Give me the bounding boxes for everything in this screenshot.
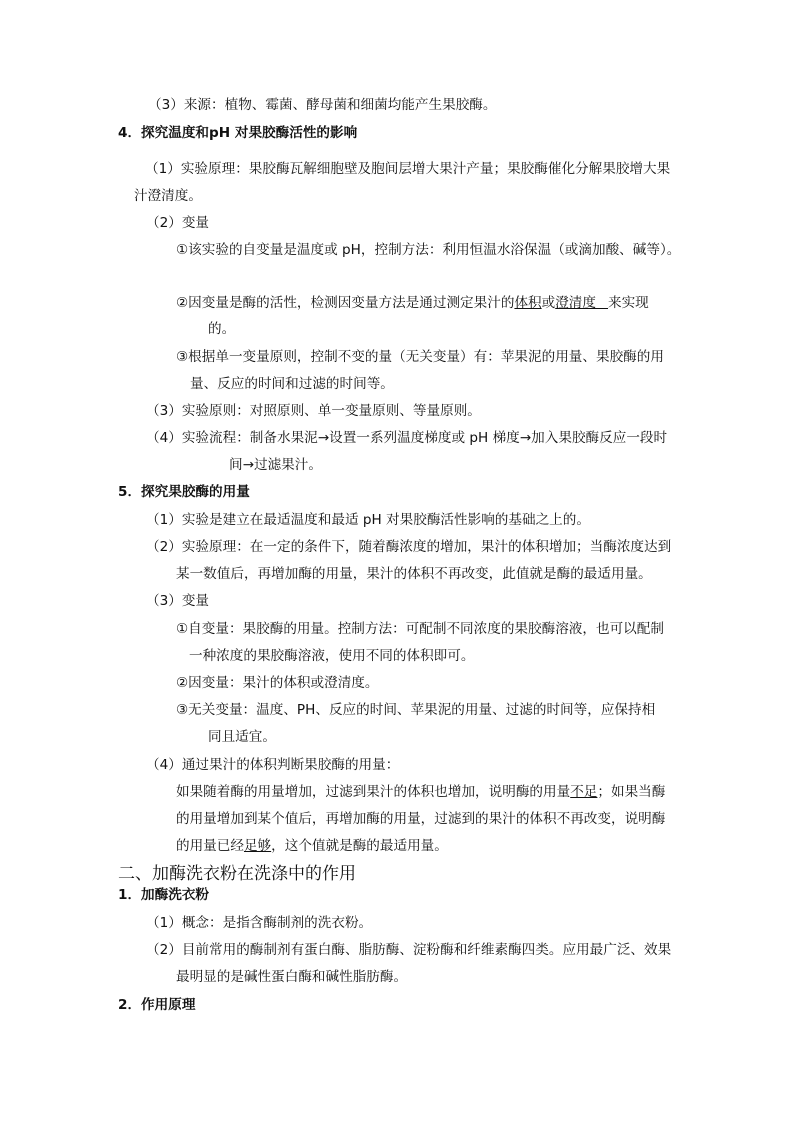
text-line: （1）概念：是指含酶制剂的洗衣粉。 (146, 915, 373, 931)
section-heading: 4．探究温度和pH 对果胶酶活性的影响 (118, 125, 358, 141)
text-span: ②因变量是酶的活性，检测因变量方法是通过测定果汁的 (176, 295, 515, 311)
part-heading: 二、加酶洗衣粉在洗涤中的作用 (118, 864, 356, 884)
underlined-term: 不足 (570, 784, 598, 800)
text-line: 汁澄清度。 (134, 188, 202, 204)
text-line: 量、反应的时间和过滤的时间等。 (190, 376, 394, 392)
text-line: 同且适宜。 (208, 729, 276, 745)
text-line: （1）实验是建立在最适温度和最适 pH 对果胶酶活性影响的基础之上的。 (146, 512, 590, 528)
text-line: ①自变量：果胶酶的用量。控制方法：可配制不同浓度的果胶酶溶液，也可以配制 (176, 621, 664, 637)
text-span: 来实现 (608, 295, 649, 311)
text-line: ②因变量：果汁的体积或澄清度。 (176, 675, 379, 691)
section-heading: 2．作用原理 (118, 997, 196, 1013)
text-line (176, 294, 649, 312)
text-line: ①该实验的自变量是温度或 pH，控制方法：利用恒温水浴保温（或滴加酸、碱等）。 (176, 242, 681, 258)
text-line: （3）变量 (146, 593, 210, 609)
text-line: 某一数值后，再增加酶的用量，果汁的体积不再改变，此值就是酶的最适用量。 (176, 566, 652, 582)
text-line: 间→过滤果汁。 (229, 457, 322, 473)
text-line: （4）通过果汁的体积判断果胶酶的用量： (146, 757, 400, 773)
text-span: ，这个值就是酶的最适用量。 (271, 838, 448, 854)
section-heading: 5．探究果胶酶的用量 (118, 484, 250, 500)
underlined-term: 足够 (243, 838, 272, 854)
text-line: ③根据单一变量原则，控制不变的量（无关变量）有：苹果泥的用量、果胶酶的用 (176, 349, 664, 365)
text-span: 或 (541, 295, 556, 311)
text-line: （3）来源：植物、霉菌、酵母菌和细菌均能产生果胶酶。 (148, 97, 497, 113)
text-line: 的用量增加到某个值后，再增加酶的用量，过滤到的果汁的体积不再改变，说明酶 (176, 811, 666, 827)
text-line: ③无关变量：温度、PH、反应的时间、苹果泥的用量、过滤的时间等，应保持相 (176, 702, 656, 718)
text-line: （4）实验流程：制备水果泥→设置一系列温度梯度或 pH 梯度→加入果胶酶反应一段时 (146, 430, 668, 446)
text-line: （2）变量 (146, 215, 210, 231)
text-line: （2）目前常用的酶制剂有蛋白酶、脂肪酶、淀粉酶和纤维素酶四类。应用最广泛、效果 (146, 942, 672, 958)
text-line (176, 783, 665, 801)
text-line: 的。 (208, 321, 236, 337)
section-heading: 1．加酶洗衣粉 (118, 887, 210, 903)
text-line: （1）实验原理：果胶酶瓦解细胞壁及胞间层增大果汁产量；果胶酶催化分解果胶增大果 (145, 161, 671, 177)
underlined-term: 澄清度 (555, 295, 596, 311)
text-line: （2）实验原理：在一定的条件下，随着酶浓度的增加，果汁的体积增加；当酶浓度达到 (146, 539, 672, 555)
text-line (176, 837, 448, 855)
text-span: 如果随着酶的用量增加，过滤到果汁的体积也增加，说明酶的用量 (176, 784, 571, 800)
underlined-term: 体积 (514, 295, 542, 311)
text-span: ；如果当酶 (597, 784, 666, 800)
text-line: （3）实验原则：对照原则、单一变量原则、等量原则。 (146, 403, 481, 419)
underline-blank (596, 295, 608, 309)
text-line: 最明显的是碱性蛋白酶和碱性脂肪酶。 (176, 969, 408, 985)
text-span: 的用量已经 (176, 838, 244, 854)
text-line: 一种浓度的果胶酶溶液，使用不同的体积即可。 (189, 648, 475, 664)
